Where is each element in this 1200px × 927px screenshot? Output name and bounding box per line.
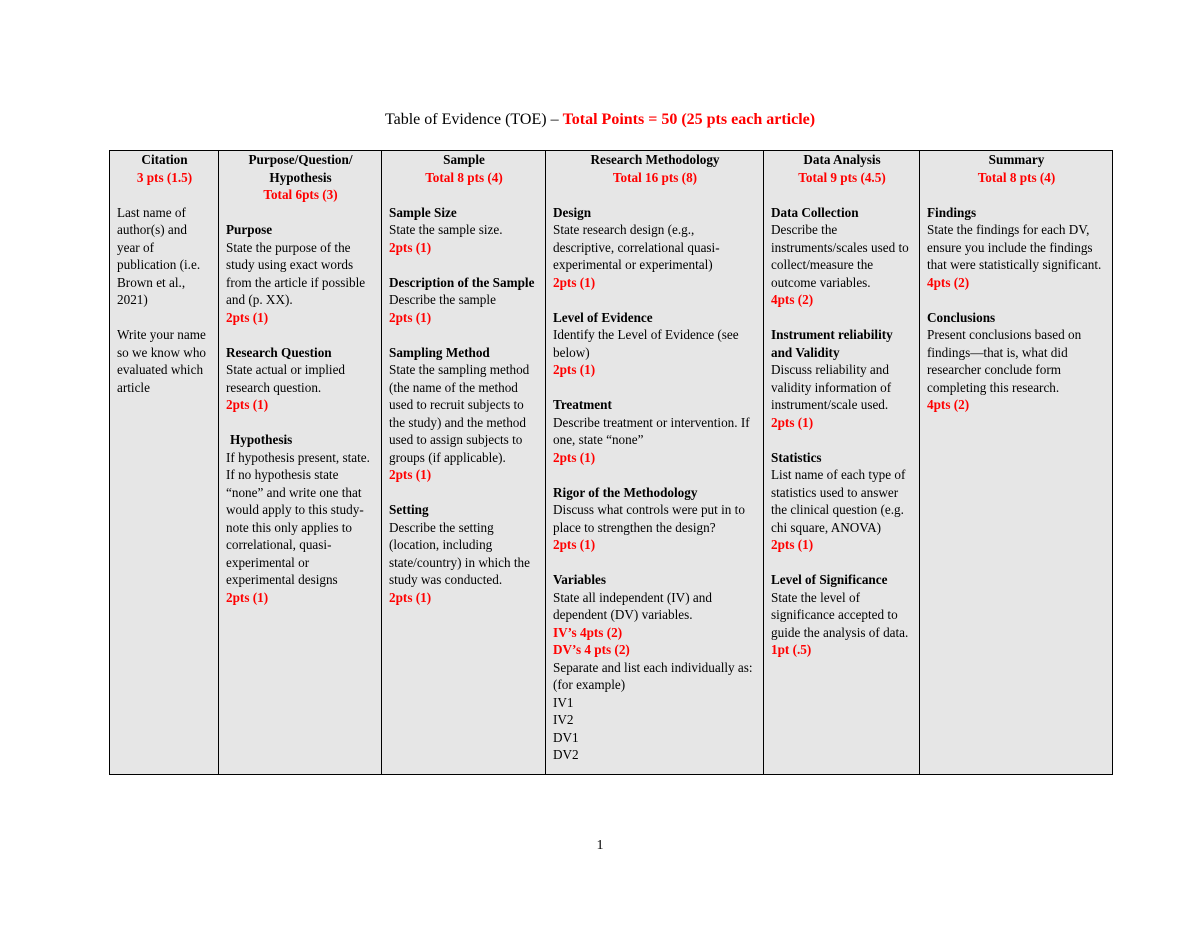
section-text: If hypothesis present, state. If no hypothesis state “none” and write one that would apply to this study- note this only applies to correlational, quasi-experimental or experimental designs [226,449,370,587]
column-points: Total 8 pts (4) [977,169,1056,185]
evaluator-instructions: Write your name so we know who evaluated which article [117,327,207,395]
section-points: 2pts (1) [389,239,432,255]
section-heading: Findings [927,204,977,220]
section-text: State the sample size. [389,222,503,237]
section-points: 2pts (1) [553,274,596,290]
column-data-analysis [764,151,920,775]
section-heading: Data Collection [771,204,859,220]
title-total-points: Total Points = 50 (25 pts each article) [562,111,816,128]
column-header: Purpose/Question/ Hypothesis [248,152,353,185]
section-points: 2pts (1) [389,467,432,482]
section-heading: Setting [389,502,429,517]
column-header: Sample [443,152,485,167]
list-item: IV2 [553,712,574,727]
section-text: Describe the sample [389,292,496,307]
section-text: State all independent (IV) and dependent (DV) variables. [553,589,712,622]
section-points: 2pts (1) [553,537,596,552]
section-text: Describe treatment or intervention. If one, state “none” [553,414,750,447]
section-heading: Sample Size [389,204,457,220]
section-heading: Statistics [771,449,822,465]
section-heading: Treatment [553,397,612,412]
list-item: DV2 [553,747,579,762]
section-heading: Description of the Sample [389,274,535,290]
section-points: 2pts (1) [226,589,269,605]
section-text: State actual or implied research question. [226,362,346,395]
column-summary [920,151,1113,775]
column-purpose [219,151,382,775]
dv-points: DV’s 4 pts (2) [553,642,630,657]
section-points: 2pts (1) [771,537,814,552]
section-text: Describe the setting (location, including state/country) in which the study was conducted. [389,519,530,587]
section-heading: Research Question [226,344,332,360]
list-item: IV1 [553,694,574,710]
column-header: Research Methodology [590,152,720,167]
title-prefix: Table of Evidence (TOE) – [384,111,563,128]
section-points: 2pts (1) [226,309,269,325]
section-text: State the level of significance accepted to guide the analysis of data. [771,589,909,640]
section-heading: Variables [553,572,606,587]
section-points: 4pts (2) [927,274,970,290]
table-of-evidence [109,150,1113,775]
column-sample [382,151,546,775]
column-points: Total 6pts (3) [263,187,338,202]
section-text: List name of each type of statistics used to answer the clinical question (e.g. chi square, ANOVA) [771,467,906,535]
citation-instructions: Last name of author(s) and year of publication (i.e. Brown et al., 2021) [117,204,201,307]
section-text: Identify the Level of Evidence (see below) [553,327,739,360]
section-heading: Level of Evidence [553,309,653,325]
section-points: 2pts (1) [389,309,432,325]
section-heading: Level of Significance [771,572,888,587]
column-points: Total 9 pts (4.5) [798,169,886,185]
section-points: 2pts (1) [389,589,432,605]
column-header: Citation [141,152,188,167]
section-heading: Sampling Method [389,344,490,360]
column-points: Total 16 pts (8) [612,169,698,185]
section-heading: Hypothesis [230,432,293,447]
page-number: 1 [596,838,604,853]
section-points: 1pt (.5) [771,642,812,657]
column-header: Data Analysis [803,152,881,167]
column-header: Summary [988,152,1045,167]
section-text: Present conclusions based on findings—that is, what did researcher conclude form completing this research. [927,327,1082,395]
section-points: 2pts (1) [553,362,596,377]
section-text: Describe the instruments/scales used to collect/measure the outcome variables. [771,222,909,290]
section-heading: Design [553,204,592,220]
section-text: State the purpose of the study using exact words from the article if possible and (p. XX). [226,239,366,307]
section-heading: Rigor of the Methodology [553,484,698,500]
column-points: 3 pts (1.5) [136,169,193,185]
section-points: 2pts (1) [771,414,814,430]
table-row [110,151,1113,775]
column-research-methodology [546,151,764,775]
section-text: State the findings for each DV, ensure you include the findings that were statistically significant. [927,222,1102,272]
section-text: State research design (e.g., descriptive, correlational quasi-experimental or experimental) [553,222,720,272]
column-points: Total 8 pts (4) [425,169,503,185]
section-points: 2pts (1) [553,449,596,465]
section-text: Discuss reliability and validity information of instrument/scale used. [771,362,892,412]
section-points: 2pts (1) [226,397,269,412]
list-item: DV1 [553,729,579,745]
section-points: 4pts (2) [927,397,970,412]
section-heading: Instrument reliability and Validity [771,327,893,360]
page-title [0,110,1200,130]
column-citation [110,151,219,775]
section-text: State the sampling method (the name of the method used to recruit subjects to the study) and the method used to assign subjects to groups (if applicable). [389,362,530,465]
section-points: 4pts (2) [771,292,814,307]
section-heading: Purpose [226,222,273,237]
variables-note: Separate and list each individually as: (for example) [553,659,753,692]
section-text: Discuss what controls were put in to place to strengthen the design? [553,502,745,535]
section-heading: Conclusions [927,309,996,325]
iv-points: IV’s 4pts (2) [553,624,623,640]
